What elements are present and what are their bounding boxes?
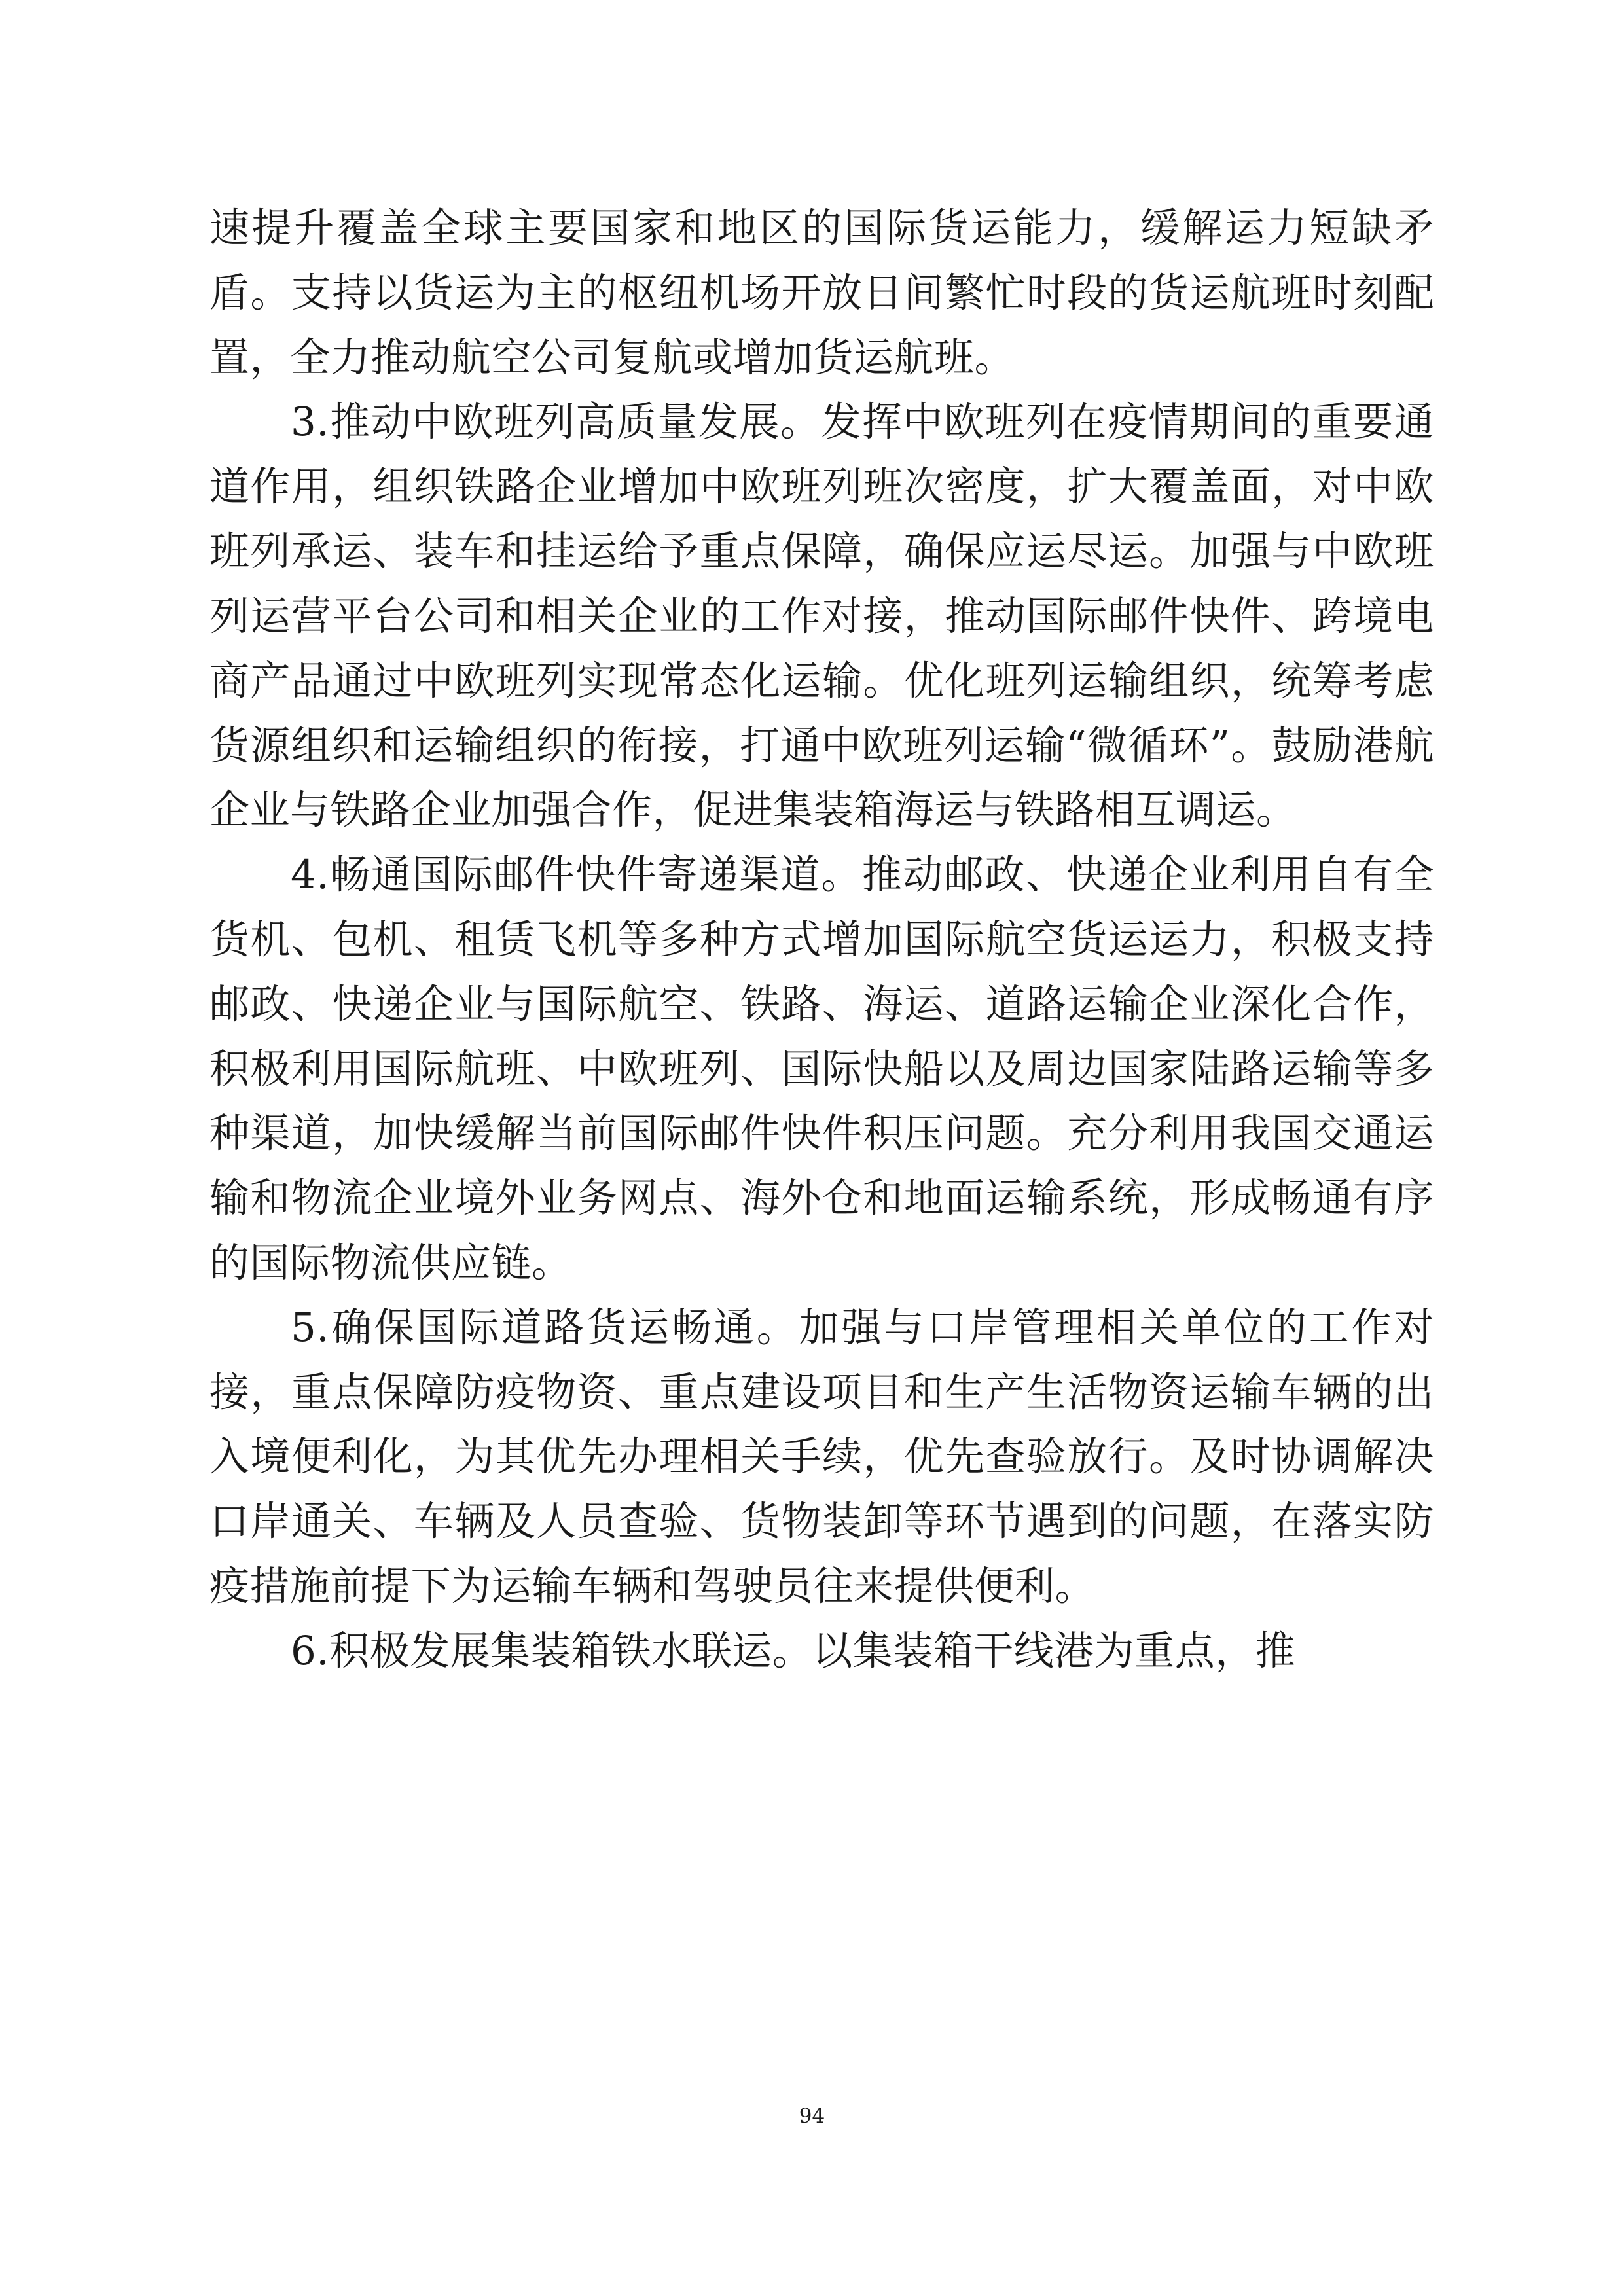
paragraph-continuation: 速提升覆盖全球主要国家和地区的国际货运能力，缓解运力短缺矛盾。支持以货运为主的枢纽机场开放日间繁忙时段的货运航班时刻配置，全力推动航空公司复航或增加货运航班。 — [209, 205, 1434, 381]
paragraph-item-3: 3.推动中欧班列高质量发展。发挥中欧班列在疫情期间的重要通道作用，组织铁路企业增加中欧班列班次密度，扩大覆盖面，对中欧班列承运、装车和挂运给予重点保障，确保应运尽运。加强与中欧班列运营平台公司和相关企业的工作对接，推动国际邮件快件、跨境电商产品通过中欧班列实现常态化运输。优化班列运输组织，统筹考虑货源组织和运输组织的衔接，打通中欧班列运输“微循环”。鼓励港航企业与铁路企业加强合作，促进集装箱海运与铁路相互调运。 — [209, 399, 1434, 834]
paragraph-item-5: 5.确保国际道路货运畅通。加强与口岸管理相关单位的工作对接，重点保障防疫物资、重点建设项目和生产生活物资运输车辆的出入境便利化，为其优先办理相关手续，优先查验放行。及时协调解决口岸通关、车辆及人员查验、货物装卸等环节遇到的问题，在落实防疫措施前提下为运输车辆和驾驶员往来提供便利。 — [209, 1304, 1434, 1610]
paragraph-item-6: 6.积极发展集装箱铁水联运。以集装箱干线港为重点，推 — [291, 1627, 1296, 1674]
paragraph-item-4: 4.畅通国际邮件快件寄递渠道。推动邮政、快递企业利用自有全货机、包机、租赁飞机等多种方式增加国际航空货运运力，积极支持邮政、快递企业与国际航空、铁路、海运、道路运输企业深化合作，积极利用国际航班、中欧班列、国际快船以及周边国家陆路运输等多种渠道，加快缓解当前国际邮件快件积压问题。充分利用我国交通运输和物流企业境外业务网点、海外仓和地面运输系统，形成畅通有序的国际物流供应链。 — [209, 852, 1434, 1286]
page-body — [209, 196, 1434, 1684]
page-number: 94 — [799, 2104, 825, 2128]
